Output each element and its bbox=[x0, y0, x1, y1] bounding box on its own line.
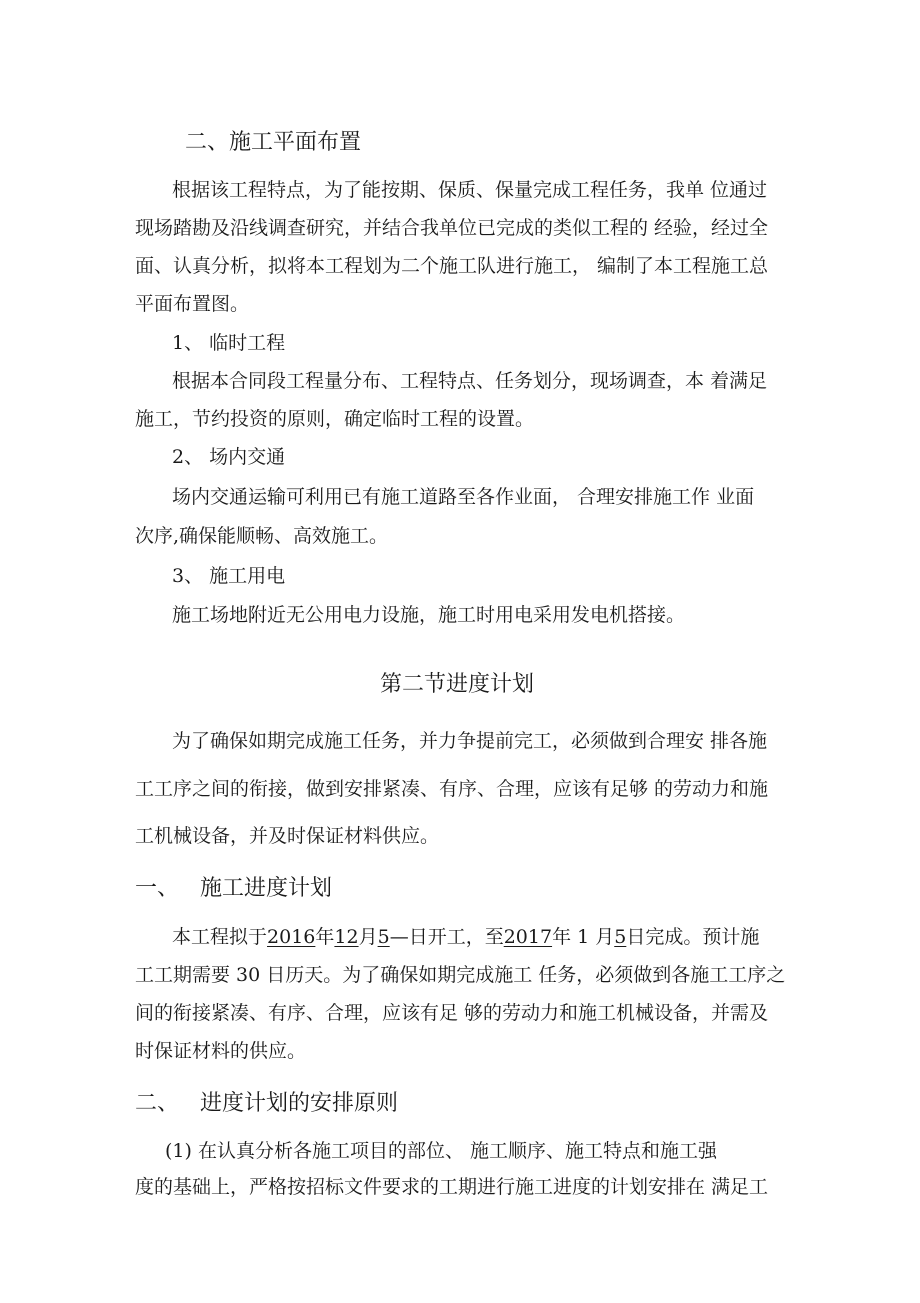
paragraph-line: 场内交通运输可利用已有施工道路至各作业面， 合理安排施工作 业面 bbox=[172, 486, 755, 508]
paragraph-line: 次序,确保能顺畅、高效施工。 bbox=[135, 525, 389, 547]
subheading-number: 一、 bbox=[135, 876, 180, 901]
paragraph-line: 面、认真分析，拟将本工程划为二个施工队进行施工， 编制了本工程施工总 bbox=[135, 255, 769, 277]
text-fragment: —日开工，至 bbox=[389, 926, 504, 948]
paragraph-line: 根据该工程特点，为了能按期、保质、保量完成工程任务，我单 位通过 bbox=[172, 179, 768, 201]
text-fragment: 日完成。预计施 bbox=[626, 926, 760, 948]
section-heading-layout: 二、施工平面布置 bbox=[185, 130, 362, 155]
paragraph-line: 工工期需要 30 日历天。为了确保如期完成施工 任务，必须做到各施工工序之 bbox=[135, 964, 786, 986]
paragraph-line: 工机械设备，并及时保证材料供应。 bbox=[135, 825, 440, 847]
paragraph-line: (1) 在认真分析各施工项目的部位、 施工顺序、施工特点和施工强 bbox=[165, 1140, 717, 1162]
text-fragment: 本工程拟于 bbox=[172, 926, 268, 948]
item-title-power-supply: 3、 施工用电 bbox=[172, 565, 286, 587]
subheading-number: 二、 bbox=[135, 1091, 180, 1116]
paragraph-line: 根据本合同段工程量分布、工程特点、任务划分，现场调查，本 着满足 bbox=[172, 370, 768, 392]
paragraph-line: 间的衔接紧凑、有序、合理，应该有足 够的劳动力和施工机械设备，并需及 bbox=[135, 1002, 769, 1024]
paragraph-line: 施工场地附近无公用电力设施，施工时用电采用发电机搭接。 bbox=[172, 604, 686, 626]
schedule-dates-line bbox=[172, 925, 759, 949]
text-fragment: 月 bbox=[358, 926, 378, 948]
start-month: 12 bbox=[334, 926, 359, 948]
section-title-schedule: 第二节进度计划 bbox=[380, 672, 535, 697]
paragraph-line: 度的基础上，严格按招标文件要求的工期进行施工进度的计划安排在 满足工 bbox=[135, 1176, 769, 1198]
paragraph-line: 工工序之间的衔接，做到安排紧凑、有序、合理，应该有足够 的劳动力和施 bbox=[135, 778, 769, 800]
end-day: 5 bbox=[614, 926, 627, 948]
paragraph-line: 为了确保如期完成施工任务，并力争提前完工，必须做到合理安 排各施 bbox=[172, 730, 768, 752]
text-fragment: 年 1 月 bbox=[552, 926, 615, 948]
text-fragment: 年 bbox=[315, 926, 335, 948]
paragraph-line: 平面布置图。 bbox=[135, 293, 250, 315]
start-day: 5 bbox=[377, 926, 390, 948]
paragraph-line: 时保证材料的供应。 bbox=[135, 1040, 307, 1062]
paragraph-line: 现场踏勘及沿线调查研究，并结合我单位已完成的类似工程的 经验，经过全 bbox=[135, 217, 769, 239]
item-title-temporary-works: 1、 临时工程 bbox=[172, 332, 286, 354]
subheading-scheduling-principles: 进度计划的安排原则 bbox=[200, 1091, 399, 1116]
item-title-site-traffic: 2、 场内交通 bbox=[172, 446, 286, 468]
end-year: 2017 bbox=[503, 926, 553, 948]
start-year: 2016 bbox=[267, 926, 316, 948]
subheading-construction-schedule: 施工进度计划 bbox=[200, 876, 333, 901]
paragraph-line: 施工，节约投资的原则，确定临时工程的设置。 bbox=[135, 408, 535, 430]
